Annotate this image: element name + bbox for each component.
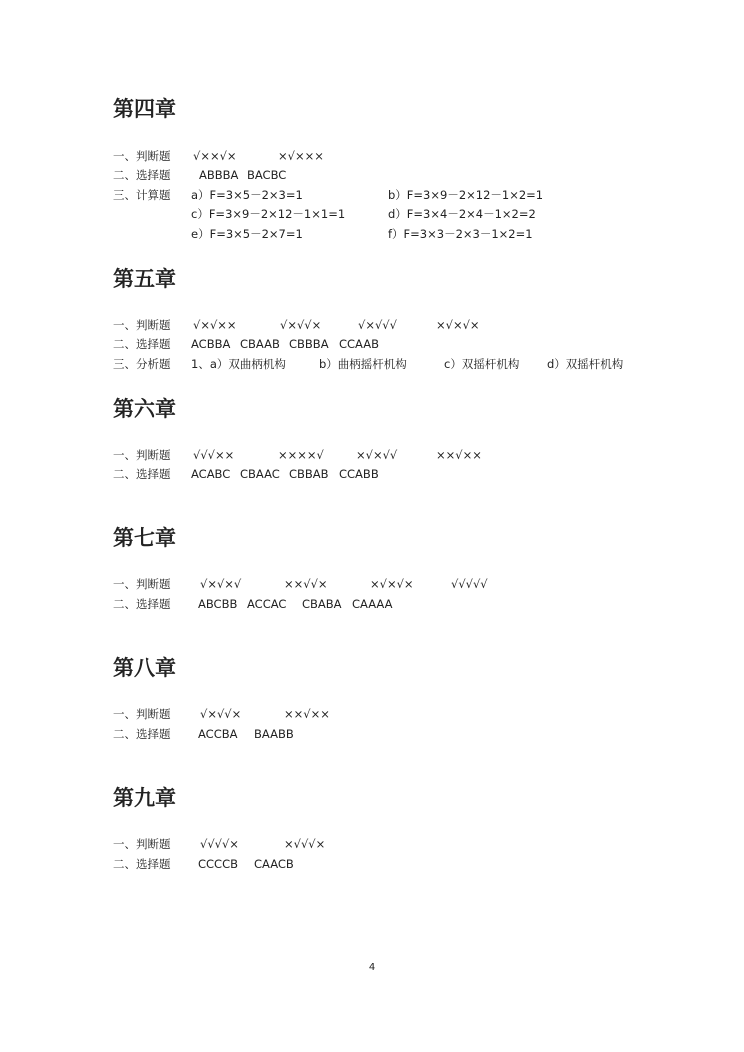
- chapter-6-title: 第六章: [113, 397, 176, 421]
- ch4-calc-e: e）F=3×5－2×7=1: [191, 227, 303, 241]
- ch5-judge-group-2: √×√√×: [280, 318, 322, 332]
- ch6-choice-label: 二、选择题: [113, 467, 171, 481]
- chapter-9-title: 第九章: [113, 786, 176, 810]
- ch6-choice-group-2: CBAAC: [240, 467, 280, 481]
- ch7-judge-group-1: √×√×√: [200, 577, 242, 591]
- ch5-analysis-label: 三、分析题: [113, 357, 171, 371]
- ch5-analysis-c: c）双摇杆机构: [444, 357, 520, 371]
- chapter-5-title: 第五章: [113, 267, 176, 291]
- ch9-judge-label: 一、判断题: [113, 837, 171, 851]
- chapter-7-title: 第七章: [113, 526, 176, 550]
- ch5-judge-group-1: √×√××: [193, 318, 237, 332]
- page-number: 4: [368, 962, 376, 973]
- ch4-calc-label: 三、计算题: [113, 188, 171, 202]
- ch6-judge-group-1: √√√××: [193, 448, 235, 462]
- ch6-judge-label: 一、判断题: [113, 448, 171, 462]
- ch4-choice-group-1: ABBBA: [199, 168, 239, 182]
- ch7-judge-label: 一、判断题: [113, 577, 171, 591]
- ch6-judge-group-4: ××√××: [436, 448, 482, 462]
- ch7-choice-group-2: ACCAC: [247, 597, 287, 611]
- ch4-choice-group-2: BACBC: [247, 168, 287, 182]
- ch7-judge-group-4: √√√√√: [451, 577, 488, 591]
- ch5-judge-group-3: √×√√√: [358, 318, 397, 332]
- ch5-choice-group-4: CCAAB: [339, 337, 380, 351]
- chapter-4-title: 第四章: [113, 97, 176, 121]
- ch9-choice-label: 二、选择题: [113, 857, 171, 871]
- ch5-choice-group-2: CBAAB: [240, 337, 280, 351]
- ch5-choice-group-3: CBBBA: [289, 337, 329, 351]
- ch5-analysis-d: d）双摇杆机构: [547, 357, 624, 371]
- ch8-judge-label: 一、判断题: [113, 707, 171, 721]
- ch6-choice-group-3: CBBAB: [289, 467, 329, 481]
- ch4-calc-c: c）F=3×9－2×12－1×1=1: [191, 207, 346, 221]
- ch4-choice-label: 二、选择题: [113, 168, 171, 182]
- ch7-judge-group-2: ××√√×: [284, 577, 328, 591]
- chapter-8-title: 第八章: [113, 656, 176, 680]
- ch6-judge-group-3: ×√×√√: [356, 448, 398, 462]
- ch4-judge-label: 一、判断题: [113, 149, 171, 163]
- ch5-analysis-b: b）曲柄摇杆机构: [319, 357, 407, 371]
- ch5-choice-label: 二、选择题: [113, 337, 171, 351]
- ch5-choice-group-1: ACBBA: [191, 337, 231, 351]
- ch4-calc-f: f）F=3×3－2×3－1×2=1: [388, 227, 533, 241]
- ch8-choice-group-1: ACCBA: [198, 727, 238, 741]
- ch6-judge-group-2: ××××√: [278, 448, 324, 462]
- ch8-judge-group-2: ××√××: [284, 707, 330, 721]
- ch8-choice-label: 二、选择题: [113, 727, 171, 741]
- ch7-judge-group-3: ×√×√×: [370, 577, 414, 591]
- ch4-judge-group-2: ×√×××: [278, 149, 324, 163]
- ch7-choice-group-4: CAAAA: [352, 597, 393, 611]
- ch9-choice-group-1: CCCCB: [198, 857, 239, 871]
- ch6-choice-group-1: ACABC: [191, 467, 231, 481]
- ch8-judge-group-1: √×√√×: [200, 707, 242, 721]
- ch7-choice-group-1: ABCBB: [198, 597, 238, 611]
- ch4-judge-group-1: √××√×: [193, 149, 237, 163]
- ch4-calc-a: a）F=3×5－2×3=1: [191, 188, 303, 202]
- ch4-calc-d: d）F=3×4－2×4－1×2=2: [388, 207, 536, 221]
- ch4-calc-b: b）F=3×9－2×12－1×2=1: [388, 188, 544, 202]
- ch7-choice-group-3: CBABA: [302, 597, 342, 611]
- ch9-judge-group-2: ×√√√×: [284, 837, 326, 851]
- ch8-choice-group-2: BAABB: [254, 727, 294, 741]
- ch7-choice-label: 二、选择题: [113, 597, 171, 611]
- ch5-judge-label: 一、判断题: [113, 318, 171, 332]
- ch9-judge-group-1: √√√√×: [200, 837, 239, 851]
- ch5-analysis-a: 1、a）双曲柄机构: [191, 357, 286, 371]
- ch9-choice-group-2: CAACB: [254, 857, 294, 871]
- ch5-judge-group-4: ×√×√×: [436, 318, 480, 332]
- ch6-choice-group-4: CCABB: [339, 467, 379, 481]
